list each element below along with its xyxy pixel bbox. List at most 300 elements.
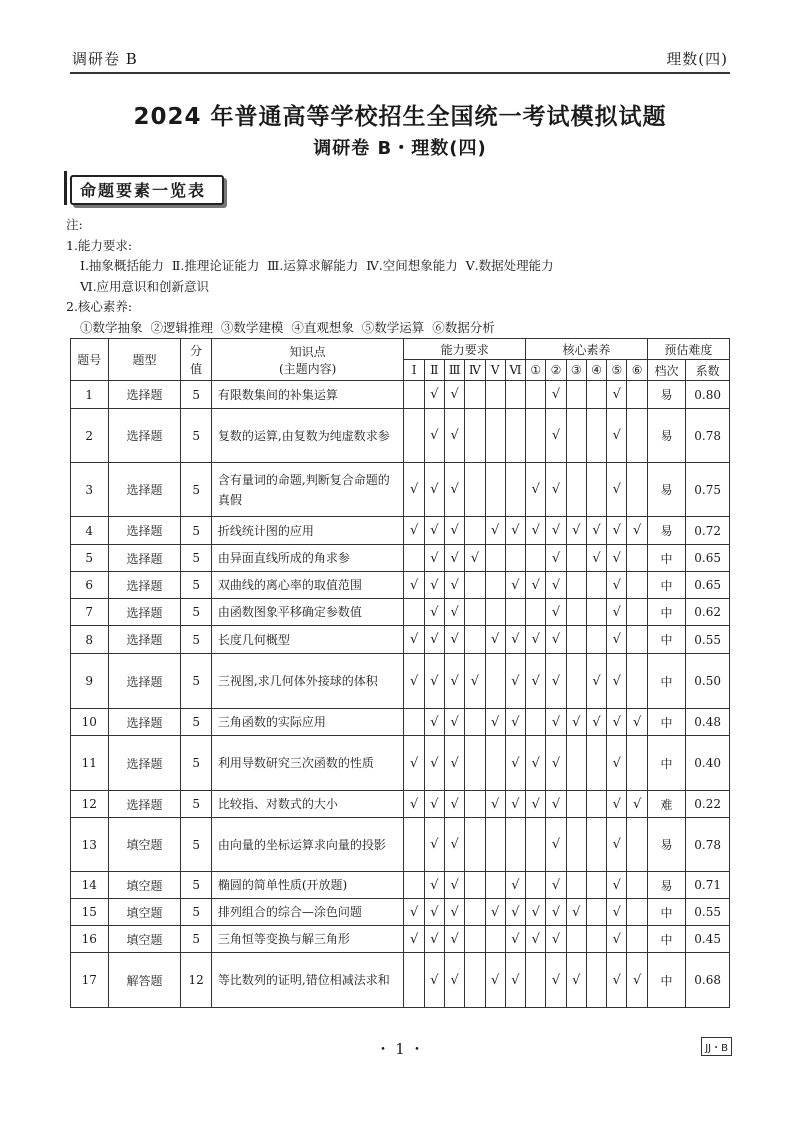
cell-ability-check: √ — [505, 872, 525, 899]
cell-literacy-check — [566, 791, 586, 818]
cell-coef: 0.50 — [686, 654, 730, 709]
cell-ability-check — [465, 736, 485, 791]
cell-literacy-check: √ — [607, 409, 627, 463]
cell-coef: 0.40 — [686, 736, 730, 791]
cell-level: 难 — [647, 791, 686, 818]
cell-score: 12 — [181, 953, 211, 1008]
cell-ability-check: √ — [424, 463, 444, 517]
cell-ability-check: √ — [505, 736, 525, 791]
cell-type: 选择题 — [108, 463, 181, 517]
cell-ability-check: √ — [424, 599, 444, 626]
cell-literacy-check: √ — [546, 709, 566, 736]
cell-literacy-check — [566, 872, 586, 899]
cell-ability-check — [485, 926, 505, 953]
cell-literacy-check — [586, 572, 606, 599]
cell-coef: 0.62 — [686, 599, 730, 626]
table-row — [71, 818, 730, 872]
cell-knowledge-point: 排列组合的综合—涂色问题 — [211, 899, 404, 926]
cell-type: 选择题 — [108, 572, 181, 599]
cell-ability-check: √ — [505, 791, 525, 818]
cell-ability-check: √ — [424, 872, 444, 899]
cell-coef: 0.55 — [686, 626, 730, 654]
cell-coef: 0.78 — [686, 409, 730, 463]
cell-ability-check: √ — [444, 709, 464, 736]
cell-type: 填空题 — [108, 926, 181, 953]
cell-score: 5 — [181, 409, 211, 463]
cell-ability-check: √ — [424, 654, 444, 709]
cell-ability-check — [505, 463, 525, 517]
cell-knowledge-point: 由异面直线所成的角求参 — [211, 545, 404, 572]
cell-score: 5 — [181, 899, 211, 926]
cell-ability-check: √ — [505, 517, 525, 545]
cell-ability-check — [465, 599, 485, 626]
cell-ability-check: √ — [424, 899, 444, 926]
cell-level: 中 — [647, 953, 686, 1008]
cell-literacy-check — [566, 463, 586, 517]
cell-ability-check: √ — [424, 626, 444, 654]
table-row — [71, 409, 730, 463]
cell-ability-check — [485, 736, 505, 791]
cell-ability-check — [465, 899, 485, 926]
cell-literacy-check: √ — [627, 517, 647, 545]
cell-ability-check — [485, 381, 505, 409]
cell-num: 3 — [71, 463, 109, 517]
cell-ability-check — [465, 709, 485, 736]
cell-literacy-check: √ — [566, 953, 586, 1008]
cell-ability-check: √ — [444, 626, 464, 654]
cell-num: 4 — [71, 517, 109, 545]
cell-knowledge-point: 三视图,求几何体外接球的体积 — [211, 654, 404, 709]
cell-ability-check: √ — [465, 654, 485, 709]
cell-score: 5 — [181, 791, 211, 818]
cell-literacy-check — [526, 545, 546, 572]
cell-ability-check — [404, 818, 424, 872]
cell-ability-check: √ — [424, 517, 444, 545]
cell-literacy-check — [566, 736, 586, 791]
cell-type: 选择题 — [108, 709, 181, 736]
cell-literacy-check: √ — [607, 709, 627, 736]
th-ability: 能力要求 — [404, 339, 526, 360]
th-score — [181, 339, 211, 381]
cell-literacy-check: √ — [546, 926, 566, 953]
cell-literacy-check — [526, 818, 546, 872]
cell-literacy-check — [526, 409, 546, 463]
cell-score: 5 — [181, 463, 211, 517]
cell-type: 解答题 — [108, 953, 181, 1008]
cell-literacy-check: √ — [546, 599, 566, 626]
literacy-title: 2.核心素养: — [66, 299, 133, 314]
cell-literacy-check: √ — [607, 381, 627, 409]
th-kp-sub: (主题内容) — [278, 361, 337, 376]
cell-coef: 0.65 — [686, 572, 730, 599]
cell-ability-check: √ — [424, 953, 444, 1008]
cell-knowledge-point: 由函数图象平移确定参数值 — [211, 599, 404, 626]
cell-literacy-check — [526, 872, 546, 899]
cell-coef: 0.45 — [686, 926, 730, 953]
cell-level: 易 — [647, 463, 686, 517]
cell-type: 选择题 — [108, 599, 181, 626]
table-row — [71, 654, 730, 709]
cell-literacy-check: √ — [526, 791, 546, 818]
cell-num: 11 — [71, 736, 109, 791]
cell-ability-check — [465, 791, 485, 818]
cell-literacy-check — [627, 818, 647, 872]
th-ability-col: Ⅱ — [424, 360, 444, 381]
cell-literacy-check: √ — [586, 709, 606, 736]
cell-type: 选择题 — [108, 517, 181, 545]
note-label: 注: — [66, 217, 83, 232]
cell-literacy-check: √ — [607, 926, 627, 953]
cell-coef: 0.72 — [686, 517, 730, 545]
cell-score: 5 — [181, 517, 211, 545]
cell-literacy-check — [566, 381, 586, 409]
cell-literacy-check: √ — [546, 572, 566, 599]
cell-literacy-check: √ — [607, 872, 627, 899]
cell-ability-check: √ — [444, 599, 464, 626]
cell-literacy-check — [627, 381, 647, 409]
literacy-line: ①数学抽象 ②逻辑推理 ③数学建模 ④直观想象 ⑤数学运算 ⑥数据分析 — [80, 319, 495, 335]
cell-ability-check: √ — [404, 736, 424, 791]
th-literacy-col: ③ — [566, 360, 586, 381]
cell-level: 易 — [647, 409, 686, 463]
table-row — [71, 709, 730, 736]
ability-line-1: Ⅰ.抽象概括能力 Ⅱ.推理论证能力 Ⅲ.运算求解能力 Ⅳ.空间想象能力 Ⅴ.数据处理能力 — [80, 258, 554, 273]
cell-literacy-check: √ — [546, 626, 566, 654]
th-kp — [211, 339, 404, 381]
cell-ability-check — [465, 517, 485, 545]
cell-knowledge-point: 含有量词的命题,判断复合命题的真假 — [211, 463, 404, 517]
cell-ability-check: √ — [505, 899, 525, 926]
cell-ability-check: √ — [444, 545, 464, 572]
cell-literacy-check: √ — [546, 791, 566, 818]
cell-literacy-check: √ — [546, 899, 566, 926]
cell-literacy-check — [566, 572, 586, 599]
cell-literacy-check: √ — [526, 517, 546, 545]
cell-num: 6 — [71, 572, 109, 599]
cell-ability-check: √ — [485, 517, 505, 545]
cell-ability-check: √ — [444, 654, 464, 709]
cell-literacy-check — [566, 818, 586, 872]
cell-type: 填空题 — [108, 818, 181, 872]
table-row — [71, 626, 730, 654]
cell-ability-check: √ — [424, 791, 444, 818]
cell-ability-check: √ — [444, 791, 464, 818]
cell-ability-check — [485, 818, 505, 872]
cell-ability-check — [404, 709, 424, 736]
cell-ability-check: √ — [505, 709, 525, 736]
cell-ability-check — [505, 381, 525, 409]
page-number: ・ 1 ・ — [375, 1040, 425, 1058]
cell-literacy-check — [627, 872, 647, 899]
cell-score: 5 — [181, 545, 211, 572]
cell-level: 中 — [647, 626, 686, 654]
cell-ability-check: √ — [465, 545, 485, 572]
cell-literacy-check — [586, 736, 606, 791]
th-ability-col: Ⅲ — [444, 360, 464, 381]
cell-knowledge-point: 折线统计图的应用 — [211, 517, 404, 545]
cell-literacy-check: √ — [627, 953, 647, 1008]
cell-ability-check: √ — [444, 409, 464, 463]
cell-coef: 0.48 — [686, 709, 730, 736]
th-type: 题型 — [108, 339, 181, 381]
cell-literacy-check — [586, 599, 606, 626]
cell-ability-check: √ — [444, 381, 464, 409]
cell-literacy-check: √ — [607, 572, 627, 599]
cell-ability-check — [505, 818, 525, 872]
cell-literacy-check — [586, 818, 606, 872]
cell-ability-check — [505, 409, 525, 463]
cell-literacy-check — [586, 626, 606, 654]
table-row — [71, 899, 730, 926]
cell-ability-check — [505, 599, 525, 626]
cell-literacy-check: √ — [546, 381, 566, 409]
cell-literacy-check — [627, 926, 647, 953]
table-row — [71, 926, 730, 953]
cell-literacy-check: √ — [546, 736, 566, 791]
cell-level: 易 — [647, 872, 686, 899]
table-row — [71, 545, 730, 572]
cell-score: 5 — [181, 572, 211, 599]
cell-score: 5 — [181, 599, 211, 626]
cell-ability-check: √ — [505, 626, 525, 654]
page-title: 2024 年普通高等学校招生全国统一考试模拟试题 — [133, 104, 667, 130]
cell-ability-check: √ — [485, 791, 505, 818]
cell-type: 选择题 — [108, 654, 181, 709]
cell-literacy-check: √ — [566, 899, 586, 926]
cell-ability-check — [465, 381, 485, 409]
cell-type: 选择题 — [108, 791, 181, 818]
cell-ability-check — [465, 953, 485, 1008]
cell-level: 中 — [647, 545, 686, 572]
cell-type: 填空题 — [108, 872, 181, 899]
cell-ability-check: √ — [404, 899, 424, 926]
cell-num: 2 — [71, 409, 109, 463]
cell-ability-check: √ — [505, 926, 525, 953]
cell-score: 5 — [181, 654, 211, 709]
cell-ability-check: √ — [404, 572, 424, 599]
cell-num: 16 — [71, 926, 109, 953]
cell-num: 1 — [71, 381, 109, 409]
cell-ability-check: √ — [485, 899, 505, 926]
cell-score: 5 — [181, 381, 211, 409]
cell-literacy-check: √ — [526, 626, 546, 654]
ability-line-2: Ⅵ.应用意识和创新意识 — [80, 278, 210, 294]
th-ability-col: Ⅰ — [404, 360, 424, 381]
cell-literacy-check: √ — [607, 599, 627, 626]
th-literacy-col: ① — [526, 360, 546, 381]
cell-literacy-check: √ — [546, 654, 566, 709]
cell-ability-check: √ — [505, 953, 525, 1008]
cell-knowledge-point: 有限数集间的补集运算 — [211, 381, 404, 409]
cell-score: 5 — [181, 736, 211, 791]
cell-ability-check: √ — [485, 626, 505, 654]
table-row — [71, 572, 730, 599]
cell-ability-check: √ — [424, 926, 444, 953]
cell-ability-check — [485, 463, 505, 517]
cell-level: 中 — [647, 599, 686, 626]
table-row — [71, 953, 730, 1008]
table-row — [71, 381, 730, 409]
cell-literacy-check: √ — [607, 545, 627, 572]
cell-ability-check — [485, 599, 505, 626]
cell-coef: 0.71 — [686, 872, 730, 899]
cell-literacy-check — [627, 545, 647, 572]
cell-ability-check: √ — [424, 709, 444, 736]
th-literacy: 核心素养 — [526, 339, 648, 360]
cell-coef: 0.80 — [686, 381, 730, 409]
cell-type: 选择题 — [108, 381, 181, 409]
cell-score: 5 — [181, 926, 211, 953]
cell-literacy-check — [526, 709, 546, 736]
th-ability-col: Ⅵ — [505, 360, 525, 381]
cell-ability-check: √ — [485, 953, 505, 1008]
page-header — [70, 48, 730, 70]
cell-literacy-check: √ — [607, 463, 627, 517]
cell-ability-check — [465, 926, 485, 953]
cell-ability-check: √ — [505, 572, 525, 599]
cell-num: 7 — [71, 599, 109, 626]
th-ability-col: Ⅳ — [465, 360, 485, 381]
cell-coef: 0.75 — [686, 463, 730, 517]
cell-ability-check — [485, 872, 505, 899]
cell-literacy-check: √ — [546, 818, 566, 872]
cell-literacy-check: √ — [607, 899, 627, 926]
cell-literacy-check — [586, 381, 606, 409]
cell-literacy-check — [566, 599, 586, 626]
table-row — [71, 736, 730, 791]
cell-literacy-check: √ — [546, 872, 566, 899]
cell-coef: 0.65 — [686, 545, 730, 572]
cell-level: 易 — [647, 517, 686, 545]
cell-literacy-check: √ — [607, 736, 627, 791]
cell-knowledge-point: 由向量的坐标运算求向量的投影 — [211, 818, 404, 872]
cell-level: 中 — [647, 926, 686, 953]
cell-score: 5 — [181, 709, 211, 736]
cell-coef: 0.68 — [686, 953, 730, 1008]
cell-ability-check — [465, 463, 485, 517]
cell-type: 选择题 — [108, 626, 181, 654]
cell-literacy-check — [566, 626, 586, 654]
cell-literacy-check — [586, 409, 606, 463]
cell-knowledge-point: 三角恒等变换与解三角形 — [211, 926, 404, 953]
cell-ability-check — [485, 409, 505, 463]
cell-ability-check — [404, 872, 424, 899]
cell-type: 选择题 — [108, 409, 181, 463]
cell-ability-check — [465, 409, 485, 463]
cell-ability-check — [465, 626, 485, 654]
th-kp-label: 知识点 — [289, 344, 326, 359]
cell-literacy-check: √ — [546, 463, 566, 517]
cell-ability-check: √ — [404, 463, 424, 517]
cell-type: 选择题 — [108, 545, 181, 572]
cell-ability-check: √ — [505, 654, 525, 709]
cell-literacy-check: √ — [546, 953, 566, 1008]
cell-literacy-check — [627, 572, 647, 599]
cell-literacy-check — [586, 463, 606, 517]
cell-ability-check: √ — [404, 654, 424, 709]
cell-ability-check: √ — [424, 409, 444, 463]
cell-num: 15 — [71, 899, 109, 926]
cell-knowledge-point: 长度几何概型 — [211, 626, 404, 654]
cell-ability-check: √ — [444, 463, 464, 517]
cell-ability-check — [465, 818, 485, 872]
cell-literacy-check: √ — [526, 572, 546, 599]
cell-ability-check — [485, 654, 505, 709]
cell-level: 中 — [647, 736, 686, 791]
cell-literacy-check — [566, 409, 586, 463]
cell-num: 12 — [71, 791, 109, 818]
table-row — [71, 791, 730, 818]
cell-knowledge-point: 等比数列的证明,错位相减法求和 — [211, 953, 404, 1008]
cell-literacy-check: √ — [526, 926, 546, 953]
cell-literacy-check: √ — [546, 409, 566, 463]
cell-ability-check — [404, 599, 424, 626]
cell-literacy-check: √ — [566, 709, 586, 736]
cell-num: 9 — [71, 654, 109, 709]
cell-knowledge-point: 双曲线的离心率的取值范围 — [211, 572, 404, 599]
cell-ability-check: √ — [444, 572, 464, 599]
cell-ability-check: √ — [404, 926, 424, 953]
cell-ability-check: √ — [485, 709, 505, 736]
cell-score: 5 — [181, 626, 211, 654]
cell-literacy-check — [627, 736, 647, 791]
cell-score: 5 — [181, 818, 211, 872]
cell-literacy-check — [526, 599, 546, 626]
cell-literacy-check — [627, 599, 647, 626]
table-row — [71, 517, 730, 545]
th-coef: 系数 — [686, 360, 730, 381]
cell-literacy-check: √ — [566, 517, 586, 545]
cell-ability-check: √ — [424, 818, 444, 872]
cell-ability-check — [404, 545, 424, 572]
cell-level: 中 — [647, 572, 686, 599]
cell-knowledge-point: 椭圆的简单性质(开放题) — [211, 872, 404, 899]
th-level: 档次 — [647, 360, 686, 381]
header-left: 调研卷 B — [72, 50, 138, 68]
cell-literacy-check: √ — [627, 709, 647, 736]
cell-literacy-check: √ — [607, 654, 627, 709]
cell-level: 易 — [647, 381, 686, 409]
cell-knowledge-point: 利用导数研究三次函数的性质 — [211, 736, 404, 791]
cell-ability-check: √ — [424, 736, 444, 791]
th-num: 题号 — [71, 339, 109, 381]
cell-ability-check: √ — [444, 926, 464, 953]
cell-literacy-check: √ — [627, 791, 647, 818]
cell-literacy-check — [586, 899, 606, 926]
cell-coef: 0.22 — [686, 791, 730, 818]
cell-ability-check — [465, 572, 485, 599]
cell-literacy-check — [566, 654, 586, 709]
cell-literacy-check — [627, 626, 647, 654]
th-ability-col: Ⅴ — [485, 360, 505, 381]
cell-ability-check: √ — [444, 899, 464, 926]
footer-code: JJ・B — [701, 1037, 732, 1056]
cell-ability-check: √ — [424, 545, 444, 572]
cell-ability-check: √ — [444, 736, 464, 791]
cell-ability-check: √ — [444, 818, 464, 872]
cell-literacy-check — [586, 791, 606, 818]
cell-literacy-check: √ — [607, 791, 627, 818]
cell-ability-check — [505, 545, 525, 572]
cell-num: 13 — [71, 818, 109, 872]
cell-literacy-check: √ — [586, 545, 606, 572]
notes-block — [66, 215, 736, 338]
cell-literacy-check: √ — [607, 517, 627, 545]
cell-ability-check — [485, 545, 505, 572]
th-literacy-col: ② — [546, 360, 566, 381]
cell-num: 17 — [71, 953, 109, 1008]
cell-ability-check — [404, 409, 424, 463]
